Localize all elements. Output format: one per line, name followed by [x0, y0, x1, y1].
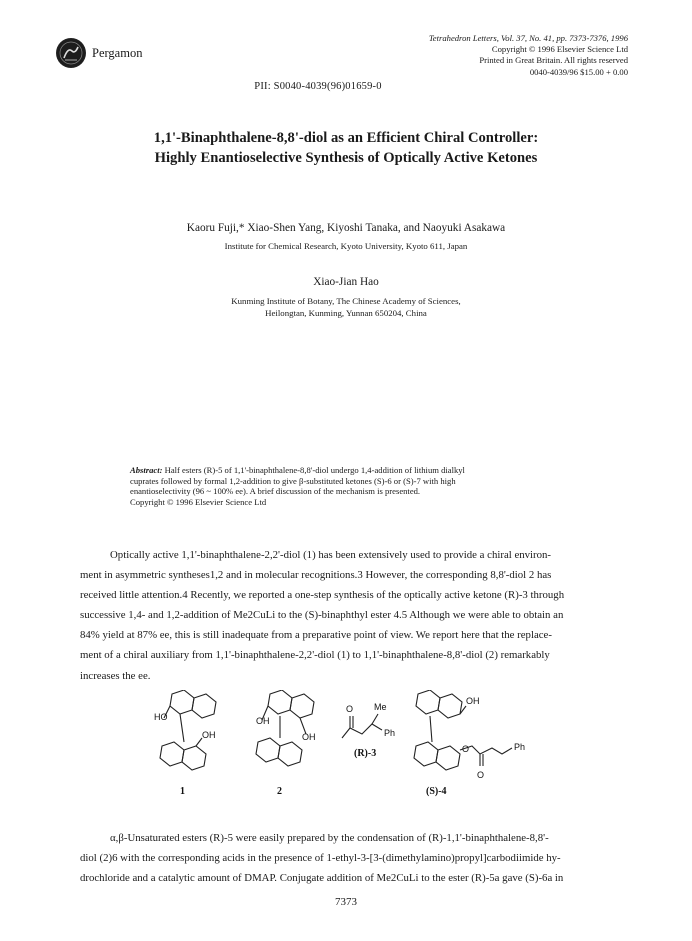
group-o-4b: O [477, 770, 485, 780]
publisher-name: Pergamon [92, 45, 143, 60]
compound-r3-structure [342, 714, 382, 738]
authors: Kaoru Fuji,* Xiao-Shen Yang, Kiyoshi Tanaka, and Naoyuki Asakawa [186, 222, 506, 234]
abstract-line-3: enantioselectivity (96 ~ 100% ee). A brief discussion of the mechanism is presented. [130, 486, 421, 497]
group-me: Me [374, 702, 387, 712]
p2-line-2: diol (2)6 with the corresponding acids in the presence of 1-ethyl-3-[3-(dimethylamino)propyl]carbodiimide hy- [80, 852, 561, 865]
p1-line-1: Optically active 1,1'-binaphthalene-2,2'-diol (1) has been extensively used to provide a chiral environ- [110, 549, 552, 561]
group-oh-4: OH [466, 696, 480, 706]
chemical-structures-scheme [150, 690, 580, 820]
p2-line-3: drochloride and a catalytic amount of DMAP. Conjugate addition of Me2CuLi to the ester (R)-5a gave (S)-6a in [80, 872, 564, 885]
article-title [60, 128, 632, 168]
abstract-line-1: Abstract: Half esters (R)-5 of 1,1'-binaphthalene-8,8'-diol undergo 1,4-addition of lithium dialkyl [130, 465, 465, 475]
p1-line-2: ment in asymmetric syntheses1,2 and in molecular recognitions.3 However, the corresponding 8,8'-diol 2 has [80, 569, 552, 582]
compound-s4-structure [414, 690, 512, 770]
author-2: Xiao-Jian Hao [313, 276, 379, 288]
label-compound-1: 1 [180, 786, 185, 797]
affiliation-2 [60, 296, 632, 319]
title-line-2: Highly Enantioselective Synthesis of Optically Active Ketones [154, 150, 538, 166]
affiliation-1: Institute for Chemical Research, Kyoto University, Kyoto 611, Japan [224, 241, 468, 251]
page-number: 7373 [335, 896, 357, 908]
group-ph-3: Ph [384, 728, 396, 738]
label-compound-s4: (S)-4 [426, 786, 447, 797]
journal-info [429, 33, 628, 78]
journal-price: 0040-4039/96 $15.00 + 0.00 [529, 66, 628, 77]
p1-line-6: ment of a chiral auxiliary from 1,1'-binaphthalene-2,2'-diol (1) to 1,1'-binaphthalene-8,8'-diol (2) remarkably [80, 649, 550, 662]
title-line-1: 1,1'-Binaphthalene-8,8'-diol as an Efficient Chiral Controller: [153, 130, 539, 146]
journal-rights: Printed in Great Britain. All rights reserved [479, 55, 628, 66]
group-oh-2b: OH [302, 732, 316, 742]
group-oh-2a: OH [256, 716, 270, 726]
group-o-4a: O [462, 744, 470, 754]
abstract-copyright: Copyright © 1996 Elsevier Science Ltd [130, 496, 267, 507]
label-compound-r3: (R)-3 [354, 748, 377, 759]
group-ho-1: HO [154, 712, 168, 722]
paragraph-1 [80, 545, 618, 686]
p2-line-1: α,β-Unsaturated esters (R)-5 were easily prepared by the condensation of (R)-1,1'-binaphthalene-8,8'- [110, 832, 549, 844]
paragraph-2 [80, 828, 618, 888]
pii-line: PII: S0040-4039(96)01659-0 [254, 81, 382, 92]
p1-line-4: successive 1,4- and 1,2-addition of Me2CuLi to the (S)-binaphthyl ester 4.5 Although we were able to obtain an [80, 609, 564, 622]
journal-citation: Tetrahedron Letters, Vol. 37, No. 41, pp. 7373-7376, 1996 [428, 33, 628, 43]
p1-line-7: increases the ee. [80, 669, 151, 682]
abstract-label: Abstract: [130, 465, 163, 475]
affiliation-2-line-1: Kunming Institute of Botany, The Chinese Academy of Sciences, [231, 296, 461, 306]
label-compound-2: 2 [277, 786, 282, 797]
p1-line-5: 84% yield at 87% ee, this is still inadequate from a preparative point of view. We report here that the replace- [80, 629, 552, 642]
p1-line-3: received little attention.4 Recently, we reported a one-step synthesis of the optically active ketone (R)-3 through [80, 589, 565, 602]
journal-copyright: Copyright © 1996 Elsevier Science Ltd [491, 44, 628, 55]
abstract-line-2: cuprates followed by formal 1,2-addition to give β-substituted ketones (S)-6 or (S)-7 with high [130, 475, 456, 486]
publisher-logo-block [56, 38, 142, 68]
compound-2-structure [256, 690, 314, 766]
group-o-3: O [346, 704, 354, 714]
affiliation-2-line-2: Heilongtan, Kunming, Yunnan 650204, China [265, 307, 427, 318]
pergamon-logo-icon [56, 38, 86, 68]
group-ph-4: Ph [514, 742, 526, 752]
group-oh-1: OH [202, 730, 216, 740]
abstract [130, 465, 570, 507]
